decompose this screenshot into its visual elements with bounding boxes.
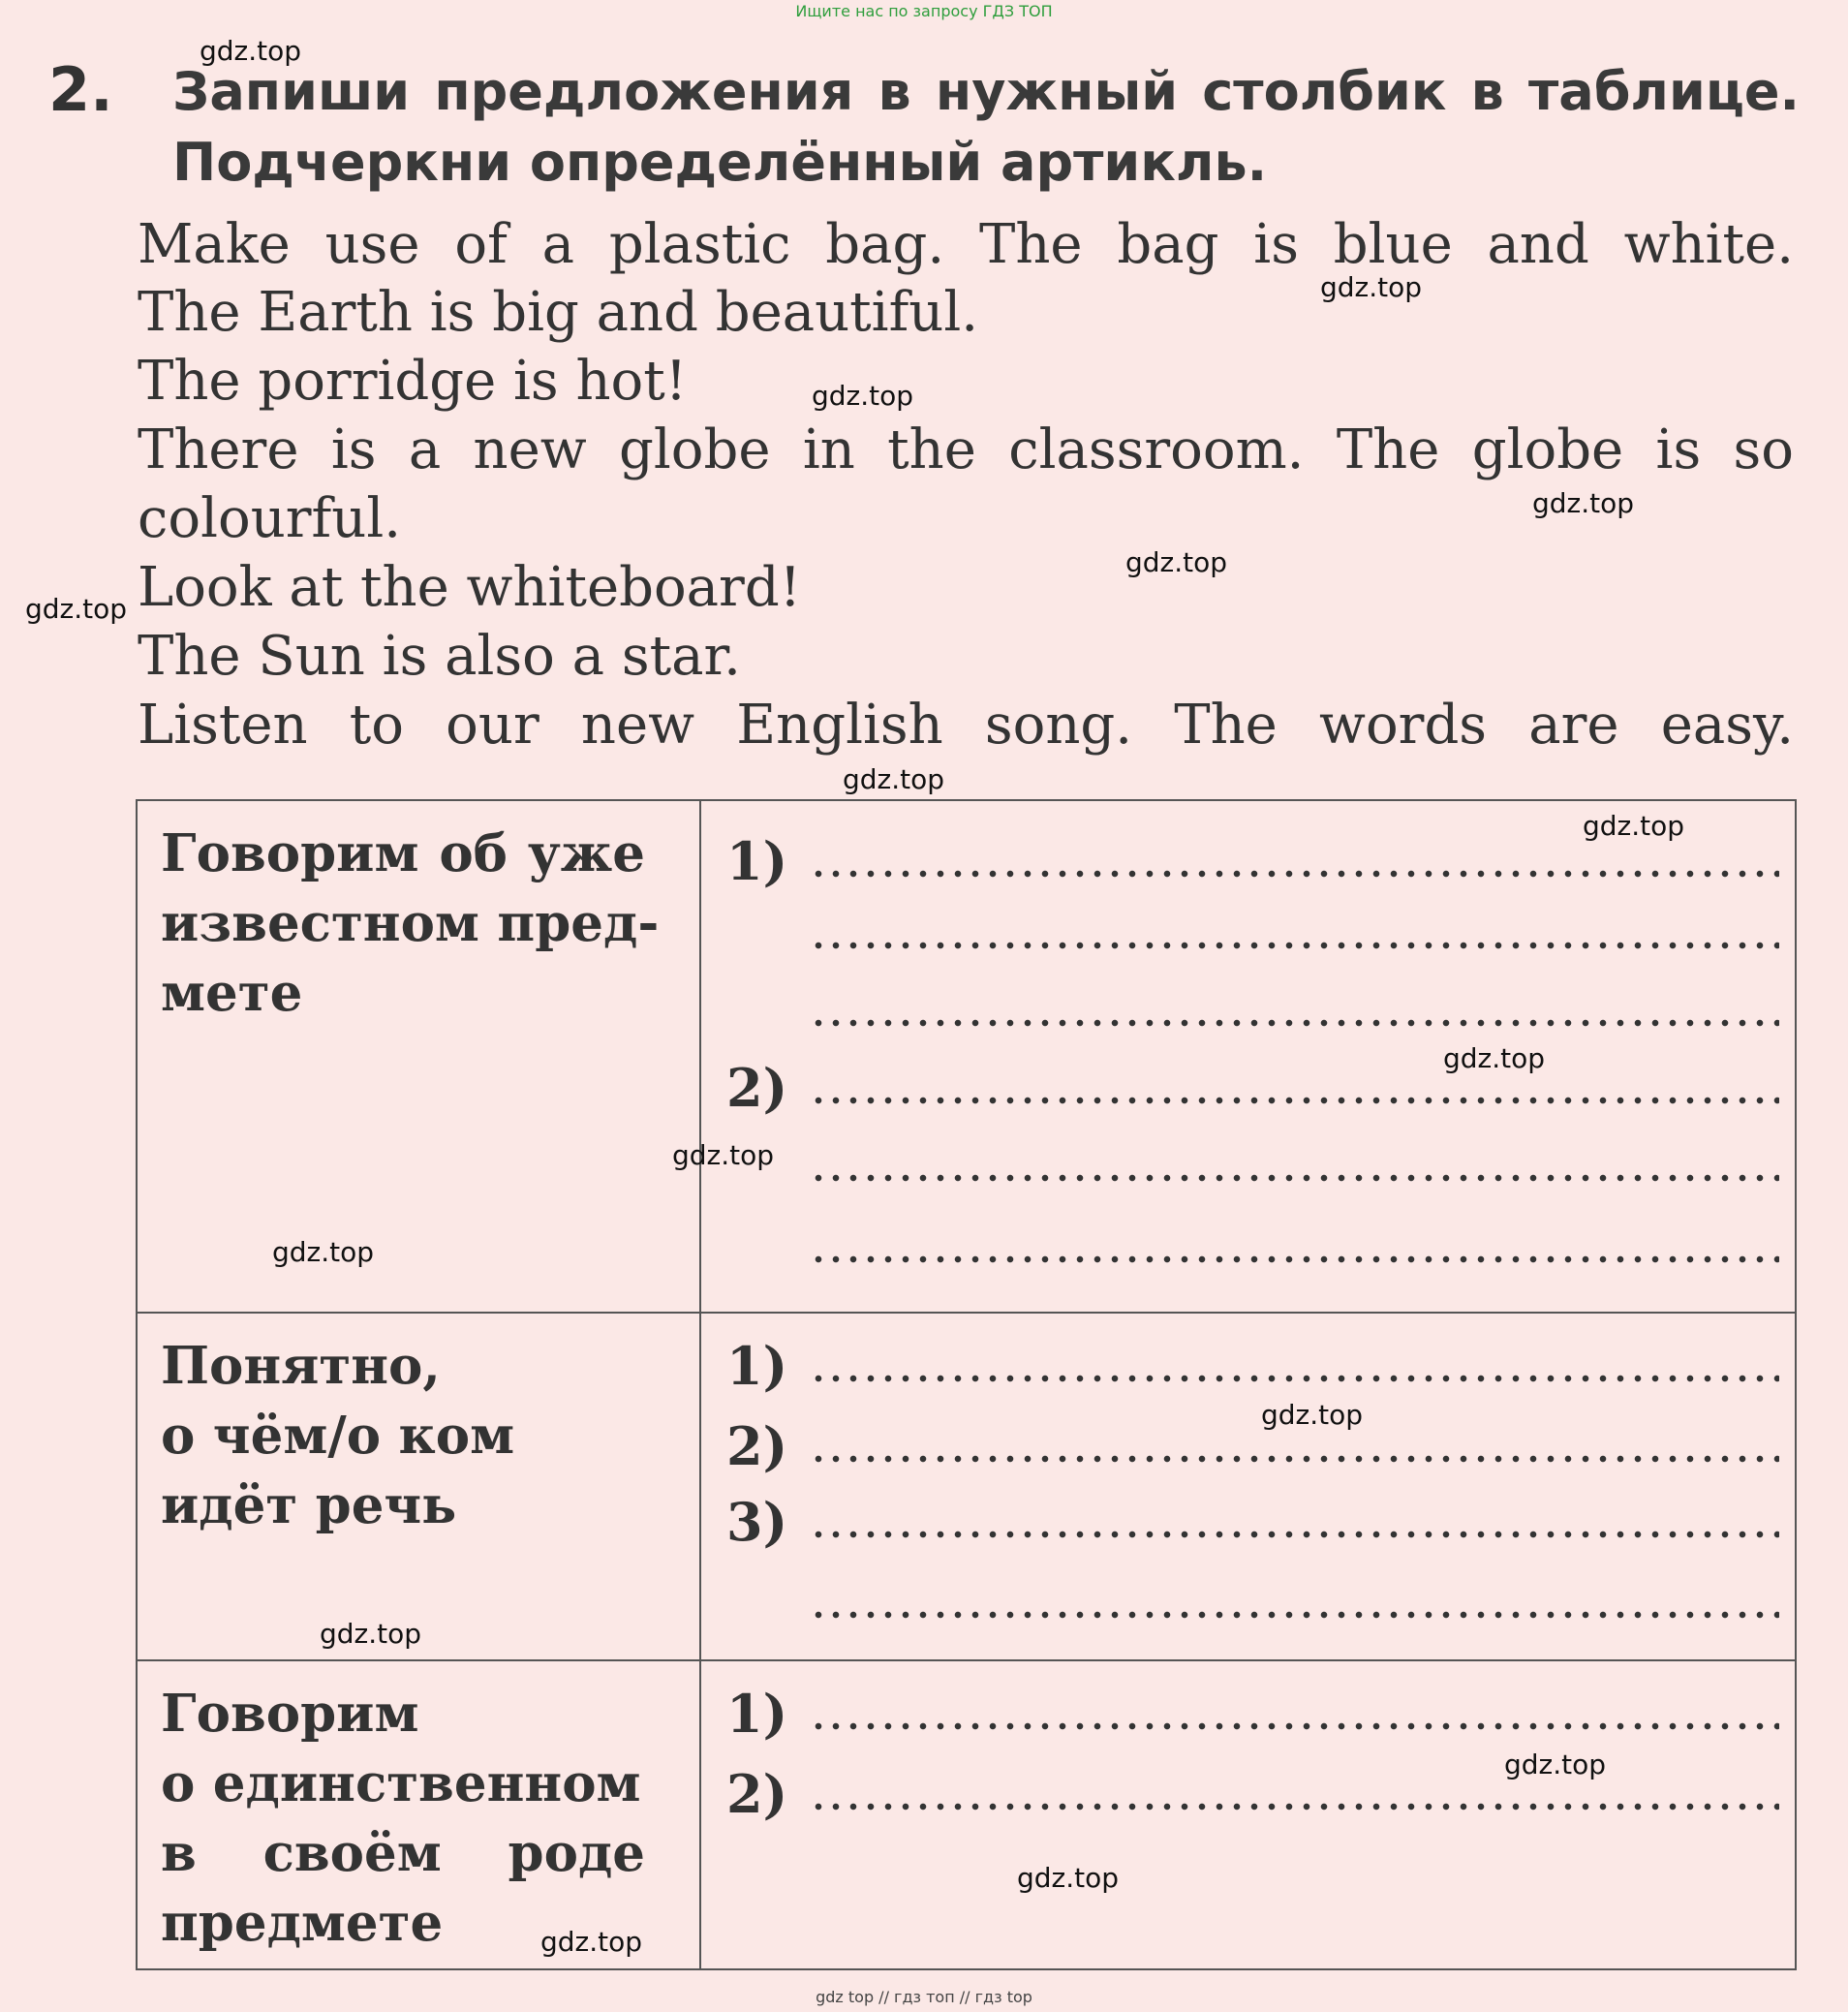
watermark: gdz.top — [1532, 487, 1635, 519]
row-label-known-object: Говорим об уже известном пред- мете — [137, 800, 700, 1313]
sentence-6: The Sun is also a star. — [138, 625, 741, 688]
watermark: gdz.top — [1443, 1042, 1546, 1074]
row-label-unique-object: Говорим о единственном в своём роде предмете — [137, 1660, 700, 1969]
row-label-clear-context: Понятно, о чём/о ком идёт речь — [137, 1313, 700, 1660]
answer-line-3[interactable]: 3) — [726, 1493, 1779, 1551]
sentence-3: The porridge is hot! — [138, 350, 688, 413]
answer-line[interactable] — [726, 1573, 1779, 1631]
header-note: Ищите нас по запросу ГДЗ ТОП — [795, 2, 1053, 20]
watermark: gdz.top — [25, 593, 128, 625]
watermark: gdz.top — [1125, 546, 1228, 578]
exercise-number: 2. — [48, 54, 113, 125]
watermark: gdz.top — [1261, 1399, 1364, 1431]
answer-line-1[interactable]: 1) — [726, 1685, 1779, 1743]
sentence-1: Make use of a plastic bag. The bag is blue and white. — [138, 213, 1794, 276]
watermark: gdz.top — [672, 1139, 775, 1171]
footer-note: gdz top // гдз топ // гдз top — [816, 1988, 1032, 2006]
task-instruction-line-1: Запиши предложения в нужный столбик в таблице. — [172, 61, 1800, 122]
watermark: gdz.top — [843, 763, 945, 795]
sentence-4-continued: colourful. — [138, 487, 402, 550]
answer-line[interactable] — [726, 1136, 1779, 1194]
answer-line[interactable] — [726, 1218, 1779, 1276]
sentence-2: The Earth is big and beautiful. — [138, 281, 979, 344]
answer-line-2[interactable]: 2) — [726, 1417, 1779, 1475]
sentence-5: Look at the whiteboard! — [138, 556, 802, 619]
watermark: gdz.top — [1583, 810, 1685, 842]
answer-table — [136, 799, 1797, 1970]
watermark: gdz.top — [320, 1618, 422, 1650]
watermark: gdz.top — [272, 1236, 375, 1268]
answer-cell-unique-object — [700, 1660, 1796, 1969]
sentence-4: There is a new globe in the classroom. The globe is so — [138, 418, 1794, 481]
sentence-7: Listen to our new English song. The words are easy. — [138, 694, 1794, 757]
answer-line-1[interactable]: 1) — [726, 1337, 1779, 1395]
watermark: gdz.top — [1504, 1749, 1607, 1780]
answer-line-2[interactable]: 2) — [726, 1765, 1779, 1823]
answer-cell-clear-context — [700, 1313, 1796, 1660]
watermark: gdz.top — [1017, 1862, 1120, 1894]
answer-line-1[interactable]: 1) — [726, 832, 1779, 890]
answer-line[interactable] — [726, 904, 1779, 962]
watermark: gdz.top — [1320, 271, 1423, 303]
watermark: gdz.top — [200, 35, 302, 67]
answer-line-2[interactable]: 2) — [726, 1059, 1779, 1117]
answer-line[interactable] — [726, 981, 1779, 1039]
watermark: gdz.top — [540, 1926, 643, 1958]
task-instruction-line-2: Подчеркни определённый артикль. — [172, 132, 1268, 193]
answer-cell-known-object — [700, 800, 1796, 1313]
watermark: gdz.top — [812, 380, 914, 412]
